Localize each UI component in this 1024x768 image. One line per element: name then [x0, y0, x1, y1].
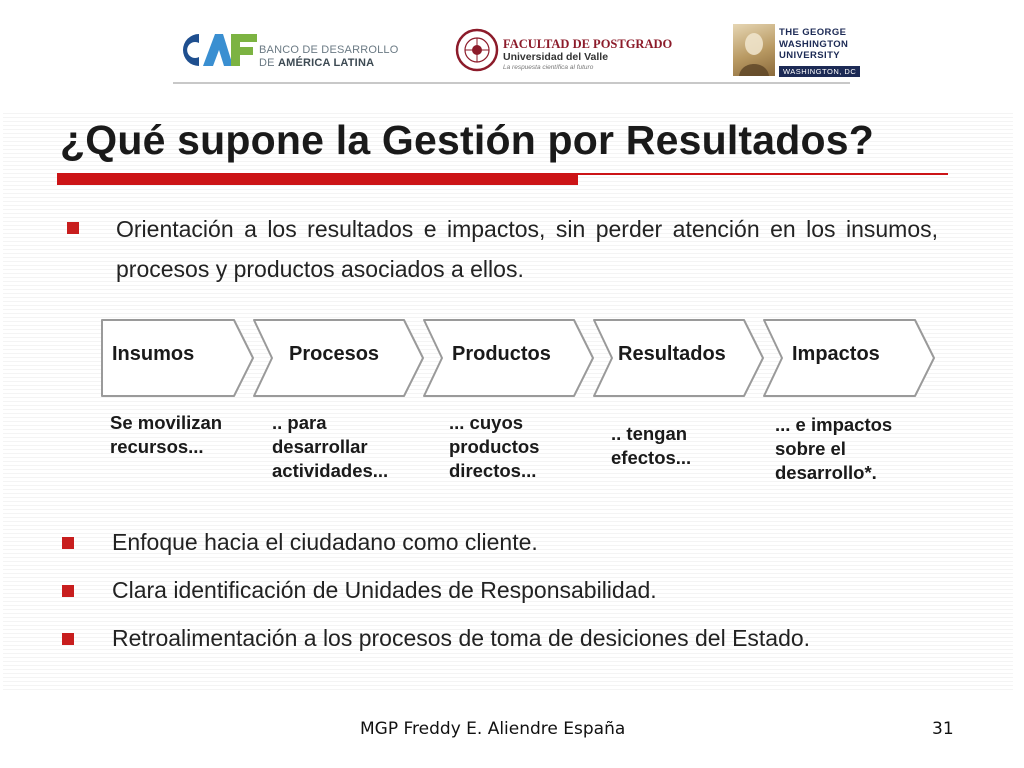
bullet-text-retroalimentacion: Retroalimentación a los procesos de toma de desiciones del Estado.	[112, 625, 811, 651]
bullet-square-icon	[62, 585, 74, 597]
title-underline-thin	[578, 173, 948, 175]
flow-desc-insumos: Se movilizan recursos...	[110, 412, 223, 457]
caf-logo	[173, 28, 413, 78]
flow-desc-procesos: .. para desarrollar actividades...	[272, 412, 389, 481]
footer-author: MGP Freddy E. Aliendre España	[360, 719, 626, 739]
flow-label-resultados: Resultados	[618, 343, 726, 365]
flow-desc-impactos: ... e impactos sobre el desarrollo*.	[775, 414, 893, 483]
bullet-square-icon	[62, 537, 74, 549]
bullet-square-icon	[67, 222, 79, 234]
caf-line-2	[259, 57, 399, 70]
flow-label-productos: Productos	[452, 343, 551, 365]
gwu-line-1: THE GEORGE	[779, 27, 847, 38]
gwu-line-3: UNIVERSITY	[779, 50, 841, 61]
logo-bar	[173, 22, 857, 84]
flow-label-procesos: Procesos	[289, 343, 380, 365]
caf-wordmark	[259, 44, 399, 70]
facultad-subtitle: Universidad del Valle	[503, 51, 609, 63]
footer-page-number: 31	[932, 719, 954, 739]
flow-label-insumos: Insumos	[112, 343, 195, 365]
slide-title: ¿Qué supone la Gestión por Resultados?	[60, 117, 875, 163]
facultad-title: FACULTAD DE POSTGRADO	[503, 37, 673, 51]
facultad-logo	[455, 26, 675, 78]
bullet-text-ciudadano: Enfoque hacia el ciudadano como cliente.	[112, 529, 538, 555]
bullet-square-icon	[62, 633, 74, 645]
caf-mark-icon	[173, 28, 257, 72]
flow-desc-resultados: .. tengan efectos...	[611, 423, 692, 468]
intro-bullet-text: Orientación a los resultados e impactos, sin perder atención en los insumos, procesos y productos asociados a ellos.	[116, 216, 938, 282]
caf-line-2-prefix: DE	[259, 57, 278, 69]
caf-line-1: BANCO DE DESARROLLO	[259, 44, 399, 56]
title-underline-thick	[57, 173, 578, 185]
washington-portrait-icon	[733, 24, 775, 76]
gwu-line-2: WASHINGTON	[779, 38, 849, 50]
gwu-city: WASHINGTON, DC	[779, 66, 860, 77]
caf-line-2-bold: AMÉRICA LATINA	[277, 57, 375, 69]
facultad-tagline: La respuesta científica al futuro	[503, 64, 594, 71]
portrait-silhouette-icon	[733, 24, 775, 76]
university-seal-icon	[455, 26, 499, 76]
bullet-text-unidades: Clara identificación de Unidades de Responsabilidad.	[112, 577, 657, 603]
gwu-logo	[733, 24, 857, 80]
flow-desc-productos: ... cuyos productos directos...	[449, 412, 540, 481]
flow-label-impactos: Impactos	[792, 343, 880, 365]
gwu-wordmark	[779, 27, 848, 62]
